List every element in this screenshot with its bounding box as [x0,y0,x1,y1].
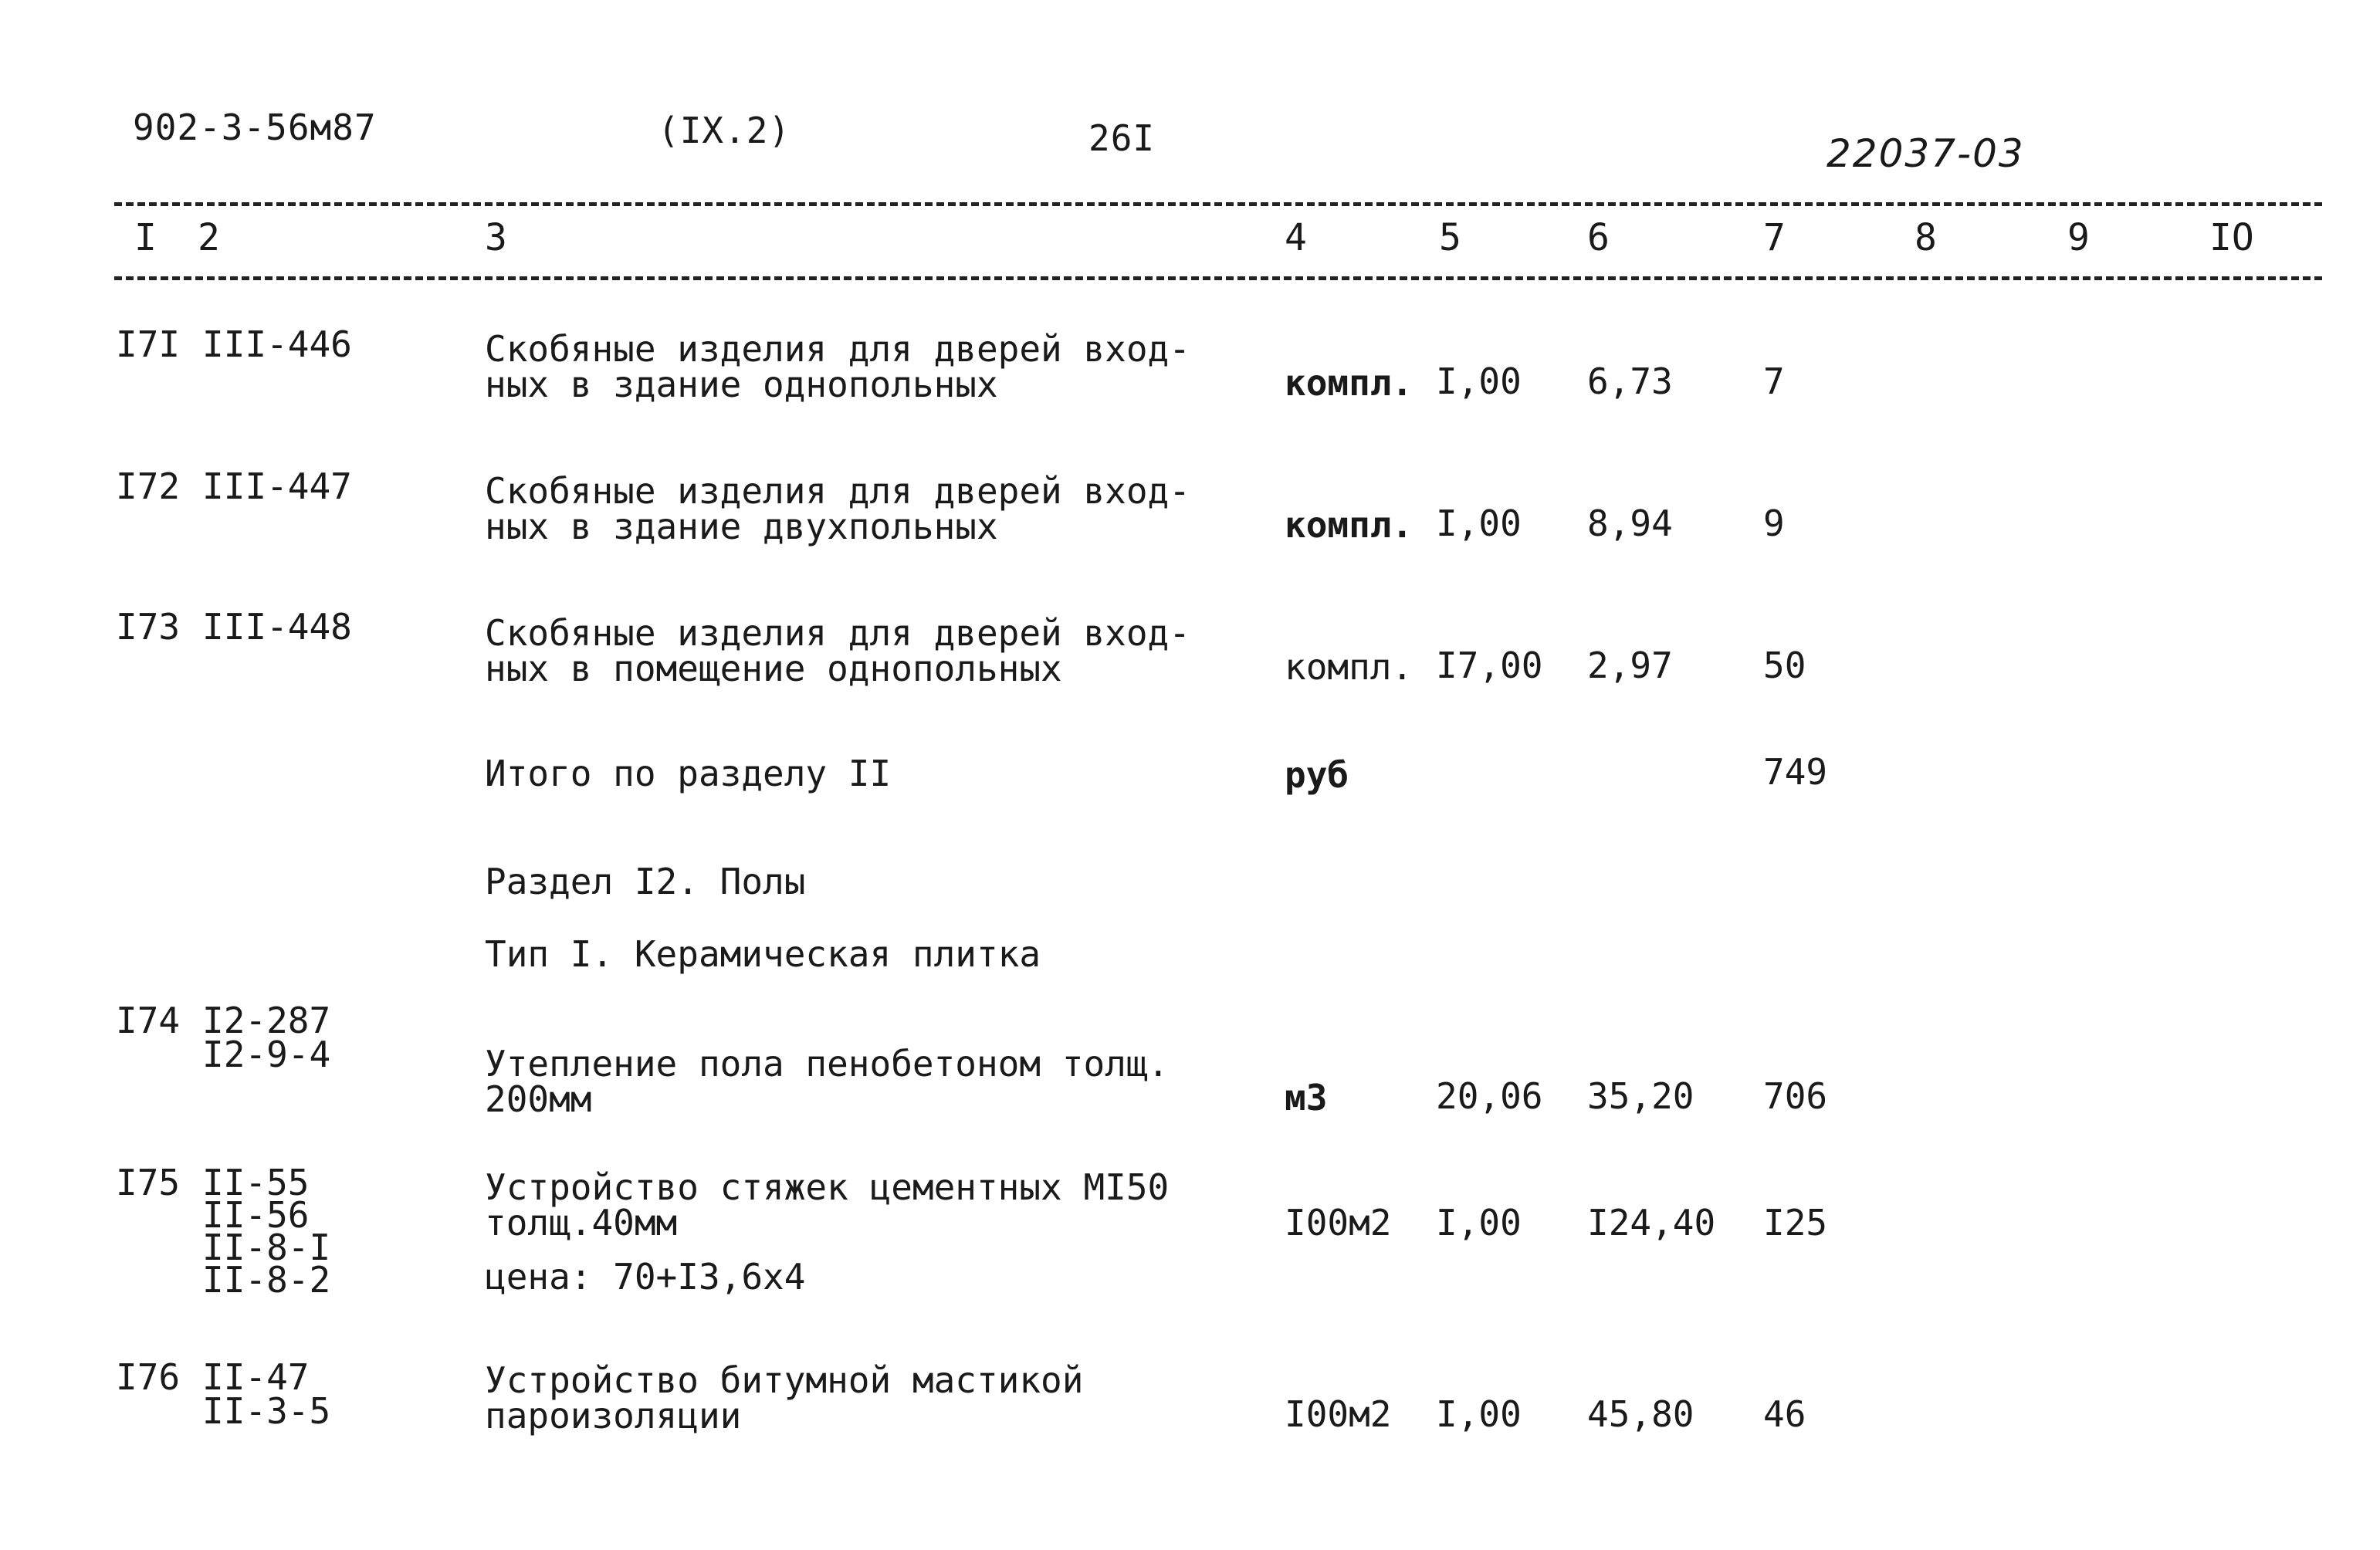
row-total: 706 [1763,1075,1828,1117]
row-description: Устройство битумной мастикой [485,1359,1084,1401]
row-quantity: 20,06 [1436,1075,1543,1117]
row-description: ных в здание однопольных [485,364,998,405]
section-reference: (IX.2) [658,110,791,151]
row-number: I76 [116,1356,181,1398]
row-number: I74 [116,1000,181,1041]
row-code: II-55 [202,1162,310,1203]
row-description: ных в помещение однопольных [485,648,1062,689]
row-unit: I00м2 [1285,1393,1392,1435]
row-total: 9 [1763,503,1785,544]
handwritten-code: 22037-03 [1826,131,2025,176]
column-number: I [134,216,157,259]
row-quantity: I,00 [1436,1202,1522,1244]
row-code: I2-9-4 [202,1034,331,1075]
page-number: 26I [1088,117,1156,159]
row-price: I24,40 [1587,1202,1716,1244]
column-number: 6 [1587,216,1610,259]
section-subtitle: Тип I. Керамическая плитка [485,933,1041,975]
row-total: 7 [1763,360,1785,402]
row-quantity: I,00 [1436,503,1522,544]
row-unit: м3 [1285,1077,1328,1119]
header-rule-bottom [114,276,2322,280]
row-total: 46 [1763,1393,1806,1435]
document-number: 902-3-56м87 [133,107,377,148]
row-quantity: I,00 [1436,1393,1522,1435]
row-unit: I00м2 [1285,1202,1392,1244]
row-unit: компл. [1285,504,1413,546]
row-quantity: I,00 [1436,360,1522,402]
row-code: II-8-I [202,1227,331,1268]
row-total: I25 [1763,1202,1828,1244]
column-number: 4 [1285,216,1307,259]
subtotal-label: Итого по разделу II [485,753,892,794]
row-number: I72 [116,465,181,507]
column-number: 7 [1763,216,1786,259]
section-title: Раздел I2. Полы [485,861,806,902]
row-number: I73 [116,606,181,648]
column-number: 8 [1914,216,1937,259]
row-description: толщ.40мм [485,1202,678,1244]
subtotal-unit: руб [1285,754,1349,796]
row-price-note: цена: 70+I3,6х4 [485,1256,806,1298]
row-description: Скобяные изделия для дверей вход- [485,612,1190,654]
row-number: I75 [116,1162,181,1203]
column-number: 9 [2067,216,2090,259]
row-price: 6,73 [1587,360,1673,402]
row-code: III-446 [202,323,352,365]
row-code: II-8-2 [202,1259,331,1301]
row-description: Скобяные изделия для дверей вход- [485,328,1190,370]
row-quantity: I7,00 [1436,645,1543,686]
row-price: 2,97 [1587,645,1673,686]
row-description: 200мм [485,1078,592,1120]
column-number: 5 [1439,216,1461,259]
row-code: III-448 [202,606,352,648]
row-code: II-47 [202,1356,310,1398]
header-rule-top [114,202,2322,206]
subtotal-total: 749 [1763,751,1828,793]
column-number: 2 [198,216,220,259]
row-price: 35,20 [1587,1075,1694,1117]
row-description: Устройство стяжек цементных МI50 [485,1166,1170,1208]
row-description: Утепление пола пенобетоном толщ. [485,1043,1170,1085]
row-unit: компл. [1285,362,1413,404]
row-code: II-56 [202,1194,310,1236]
column-number: IO [2209,216,2254,259]
row-number: I7I [116,323,181,365]
row-description: Скобяные изделия для дверей вход- [485,470,1190,512]
row-code: I2-287 [202,1000,331,1041]
row-total: 50 [1763,645,1806,686]
row-code: II-3-5 [202,1390,331,1432]
column-number: 3 [485,216,507,259]
row-description: пароизоляции [485,1395,742,1437]
row-description: ных в здание двухпольных [485,506,998,547]
row-unit: компл. [1285,646,1413,688]
row-price: 45,80 [1587,1393,1694,1435]
row-code: III-447 [202,465,352,507]
row-price: 8,94 [1587,503,1673,544]
